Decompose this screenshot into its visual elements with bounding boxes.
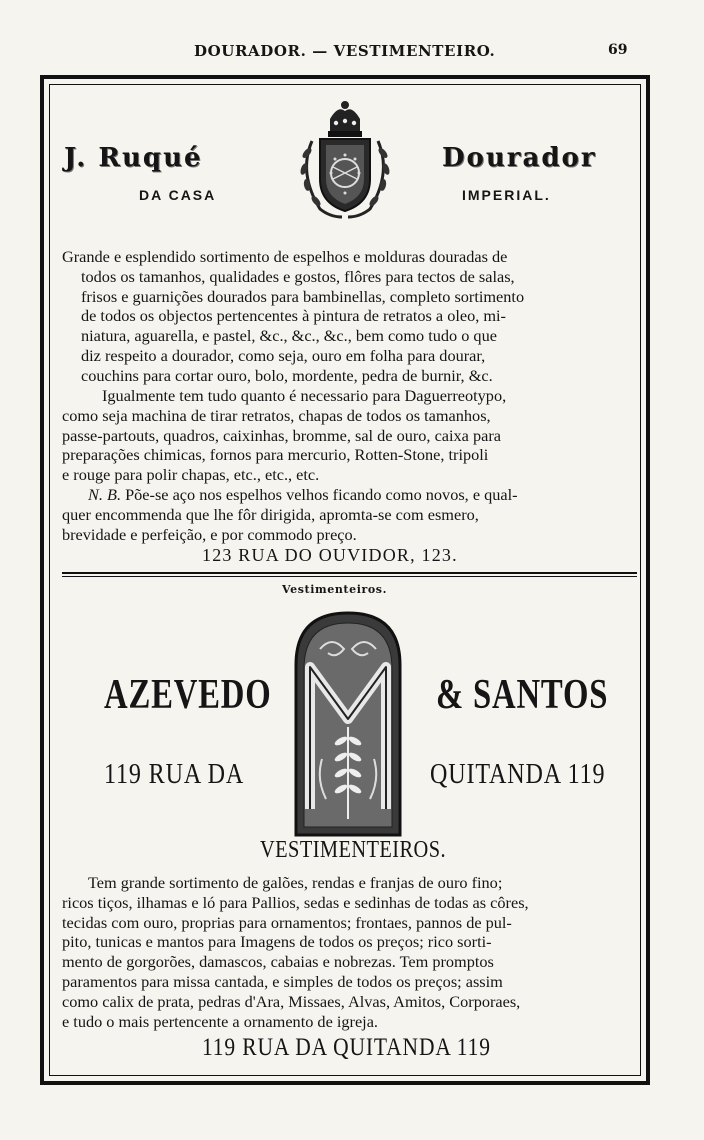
text-line: de todos os objectos pertencentes à pintura de retratos a oleo, mi- bbox=[81, 306, 506, 326]
firm-name-right: & SANTOS bbox=[436, 672, 609, 718]
ad1-paragraph-1 bbox=[62, 247, 524, 386]
text-line: tecidas com ouro, proprias para ornamentos; frontaes, pannos de pul- bbox=[62, 912, 512, 932]
text-line: como seja machina de tirar retratos, chapas de todos os tamanhos, bbox=[62, 405, 491, 425]
text-line: como calix de prata, pedras d'Ara, Missaes, Alvas, Amitos, Corporaes, bbox=[62, 991, 521, 1011]
firm-address-left: 119 RUA DA bbox=[104, 759, 245, 790]
page-frame bbox=[40, 75, 650, 1085]
text-line: ricos tiços, ilhamas e ló para Pallios, sedas e sedinhas de todas as côres, bbox=[62, 892, 529, 912]
text-line: e tudo o mais pertencente a ornamento de igreja. bbox=[62, 1011, 378, 1031]
text-line: Igualmente tem tudo quanto é necessario para Daguerreotypo, bbox=[102, 386, 507, 405]
ad1-paragraph-2 bbox=[62, 386, 506, 485]
text-line: e rouge para polir chapas, etc., etc., etc. bbox=[62, 465, 320, 485]
ad-azevedo-santos bbox=[62, 579, 637, 1079]
subtitle-left: DA CASA bbox=[139, 187, 217, 203]
running-title: DOURADOR. — VESTIMENTEIRO. bbox=[194, 42, 496, 60]
text-line: Tem grande sortimento de galões, rendas e franjas de ouro fino; bbox=[88, 873, 503, 892]
nb-label: N. B. bbox=[88, 485, 122, 504]
ad2-body bbox=[62, 873, 529, 1031]
text-line: todos os tamanhos, qualidades e gostos, flôres para tectos de salas, bbox=[81, 266, 515, 286]
text-line: Grande e esplendido sortimento de espelhos e molduras douradas de bbox=[62, 247, 508, 266]
text-line: preparações chimicas, fornos para mercurio, Rotten-Stone, tripoli bbox=[62, 445, 489, 465]
advertiser-name: J. Ruqué bbox=[64, 143, 203, 173]
text-line: mento de gorgorões, damascos, cabaias e nobrezas. Tem promptos bbox=[62, 952, 494, 972]
ad1-address: 123 RUA DO OUVIDOR, 123. bbox=[202, 545, 458, 565]
text-line: diz respeito a dourador, como seja, ouro em folha para dourar, bbox=[81, 345, 486, 365]
text-line: quer encommenda que lhe fôr dirigida, apromta-se com esmero, bbox=[62, 504, 479, 524]
ad2-heading: VESTIMENTEIROS. bbox=[260, 837, 447, 863]
ad2-address: 119 RUA DA QUITANDA 119 bbox=[202, 1034, 491, 1061]
ad-ruque-dourador bbox=[62, 91, 637, 571]
text-line: passe-partouts, quadros, caixinhas, bromme, sal de ouro, caixa para bbox=[62, 425, 501, 445]
ad1-paragraph-3 bbox=[62, 485, 518, 544]
text-line: frisos e guarnições dourados para bambinellas, completo sortimento bbox=[81, 286, 525, 306]
firm-name-left: AZEVEDO bbox=[104, 672, 272, 718]
page-number: 69 bbox=[608, 42, 628, 58]
text-line: Põe-se aço nos espelhos velhos ficando como novos, e qual- bbox=[121, 485, 518, 504]
running-head bbox=[0, 42, 704, 68]
text-line: niatura, aguarella, e pastel, &c., &c., &c., bem como tudo o que bbox=[81, 326, 497, 346]
text-line: brevidade e perfeição, e por commodo preço. bbox=[62, 524, 357, 544]
imperial-coat-of-arms-icon bbox=[290, 97, 400, 223]
advertiser-trade: Dourador bbox=[442, 143, 597, 173]
text-line: pito, tunicas e mantos para Imagens de todos os preços; rico sorti- bbox=[62, 932, 492, 952]
text-line: couchins para cortar ouro, bolo, mordente, pedra de burnir, &c. bbox=[81, 365, 493, 385]
text-line: paramentos para missa cantada, e simples de todos os preços; assim bbox=[62, 971, 503, 991]
firm-address-right: QUITANDA 119 bbox=[430, 759, 606, 790]
subtitle-right: IMPERIAL. bbox=[462, 187, 551, 203]
ad-divider bbox=[62, 572, 637, 577]
monogram-chasuble-icon bbox=[292, 609, 404, 839]
section-label: Vestimenteiros. bbox=[282, 583, 388, 596]
